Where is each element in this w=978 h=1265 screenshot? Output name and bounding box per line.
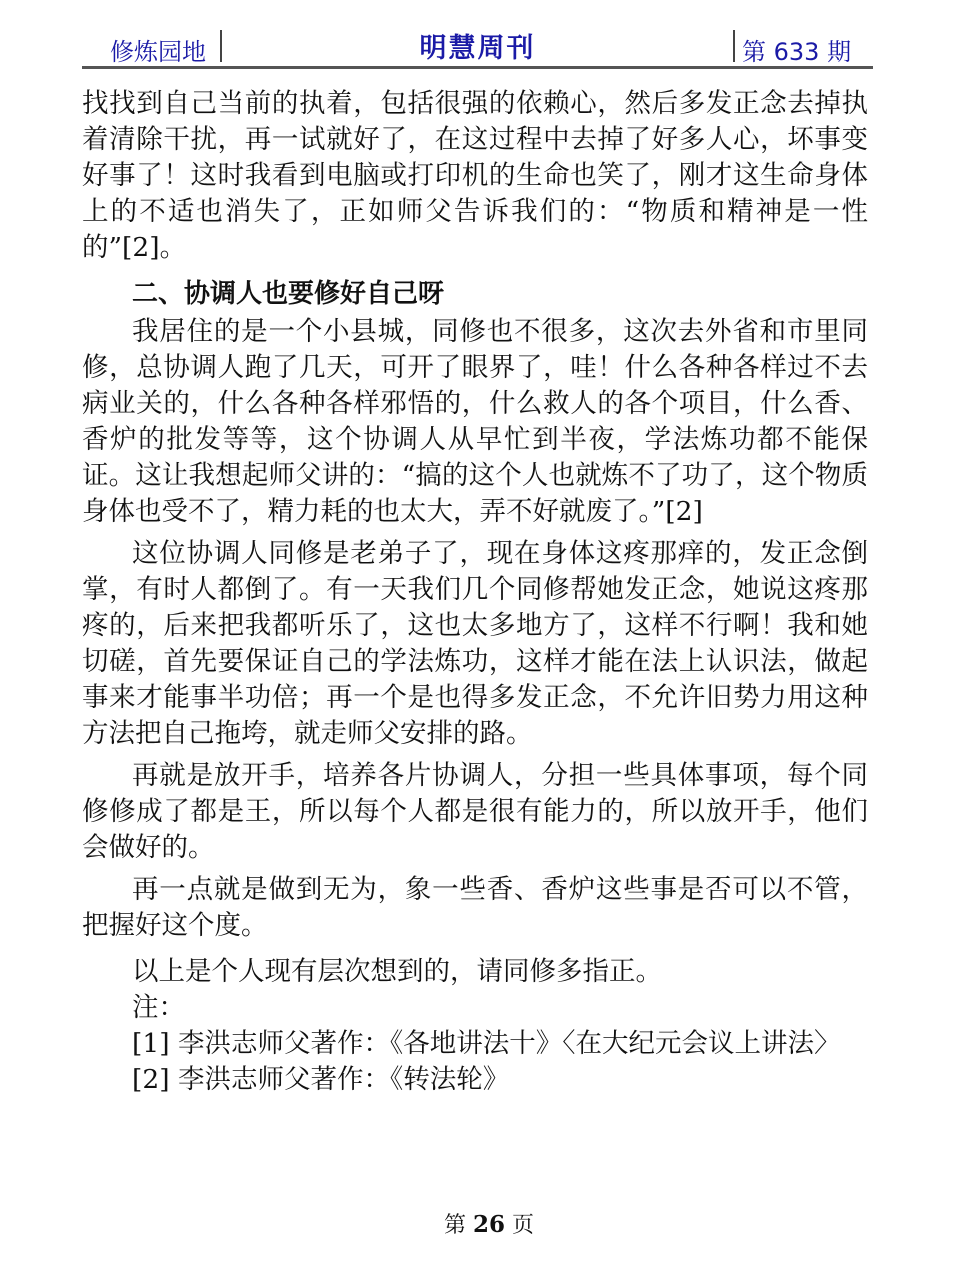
paragraph-3: 这位协调人同修是老弟子了，现在身体这疼那痒的，发正念倒掌，有时人都倒了。有一天我们几个同修帮她发正念，她说这疼那疼的，后来把我都听乐了，这也太多地方了，这样不行啊！我和她切磋，首先要保证自己的学法炼功，这样才能在法上认识法，做起事来才能事半功倍；再一个是也得多发正念，不允许旧势力用这种方法把自己拖垮，就走师父安排的路。 [82,538,868,749]
paragraph-4: 再就是放开手，培养各片协调人，分担一些具体事项，每个同修修成了都是王，所以每个人都是很有能力的，所以放开手，他们会做好的。 [82,760,868,863]
paragraph-6: 以上是个人现有层次想到的，请同修多指正。 [132,956,662,987]
page-number: 26 [472,1211,505,1238]
paragraph-5: 再一点就是做到无为，象一些香、香炉这些事是否可以不管，把握好这个度。 [82,874,868,941]
note-2: [2] 李洪志师父著作：《转法轮》 [132,1064,510,1095]
header-divider-right [733,30,735,62]
page-header [82,26,873,66]
article-body [82,86,868,1098]
section-name: 修炼园地 [110,38,206,66]
note-1: [1] 李洪志师父著作：《各地讲法十》〈在大纪元会议上讲法〉 [132,1028,841,1059]
section-heading: 二、协调人也要修好自己呀 [132,279,445,309]
paragraph-1: 找找到自己当前的执着，包括很强的依赖心，然后多发正念去掉执着清除干扰，再一试就好了，在这过程中去掉了好多人心，坏事变好事了！这时我看到电脑或打印机的生命也笑了，刚才这生命身体上的不适也消失了，正如师父告诉我们的：“物质和精神是一性的”[2]。 [82,88,868,263]
paragraph-2: 我居住的是一个小县城，同修也不很多，这次去外省和市里同修，总协调人跑了几天，可开了眼界了，哇！什么各种各样过不去病业关的，什么各种各样邪悟的，什么救人的各个项目，什么香、香炉的批发等等，这个协调人从早忙到半夜，学法炼功都不能保证。这让我想起师父讲的：“搞的这个人也就炼不了功了，这个物质身体也受不了，精力耗的也太大，弄不好就废了。”[2] [82,316,868,527]
notes-label: 注： [132,992,185,1023]
page-suffix: 页 [505,1213,534,1238]
page-prefix: 第 [443,1213,473,1238]
header-rule [82,66,873,69]
issue-number: 第 633 期 [742,38,852,66]
publication-title: 明慧周刊 [419,33,536,64]
page-footer [0,1208,978,1239]
